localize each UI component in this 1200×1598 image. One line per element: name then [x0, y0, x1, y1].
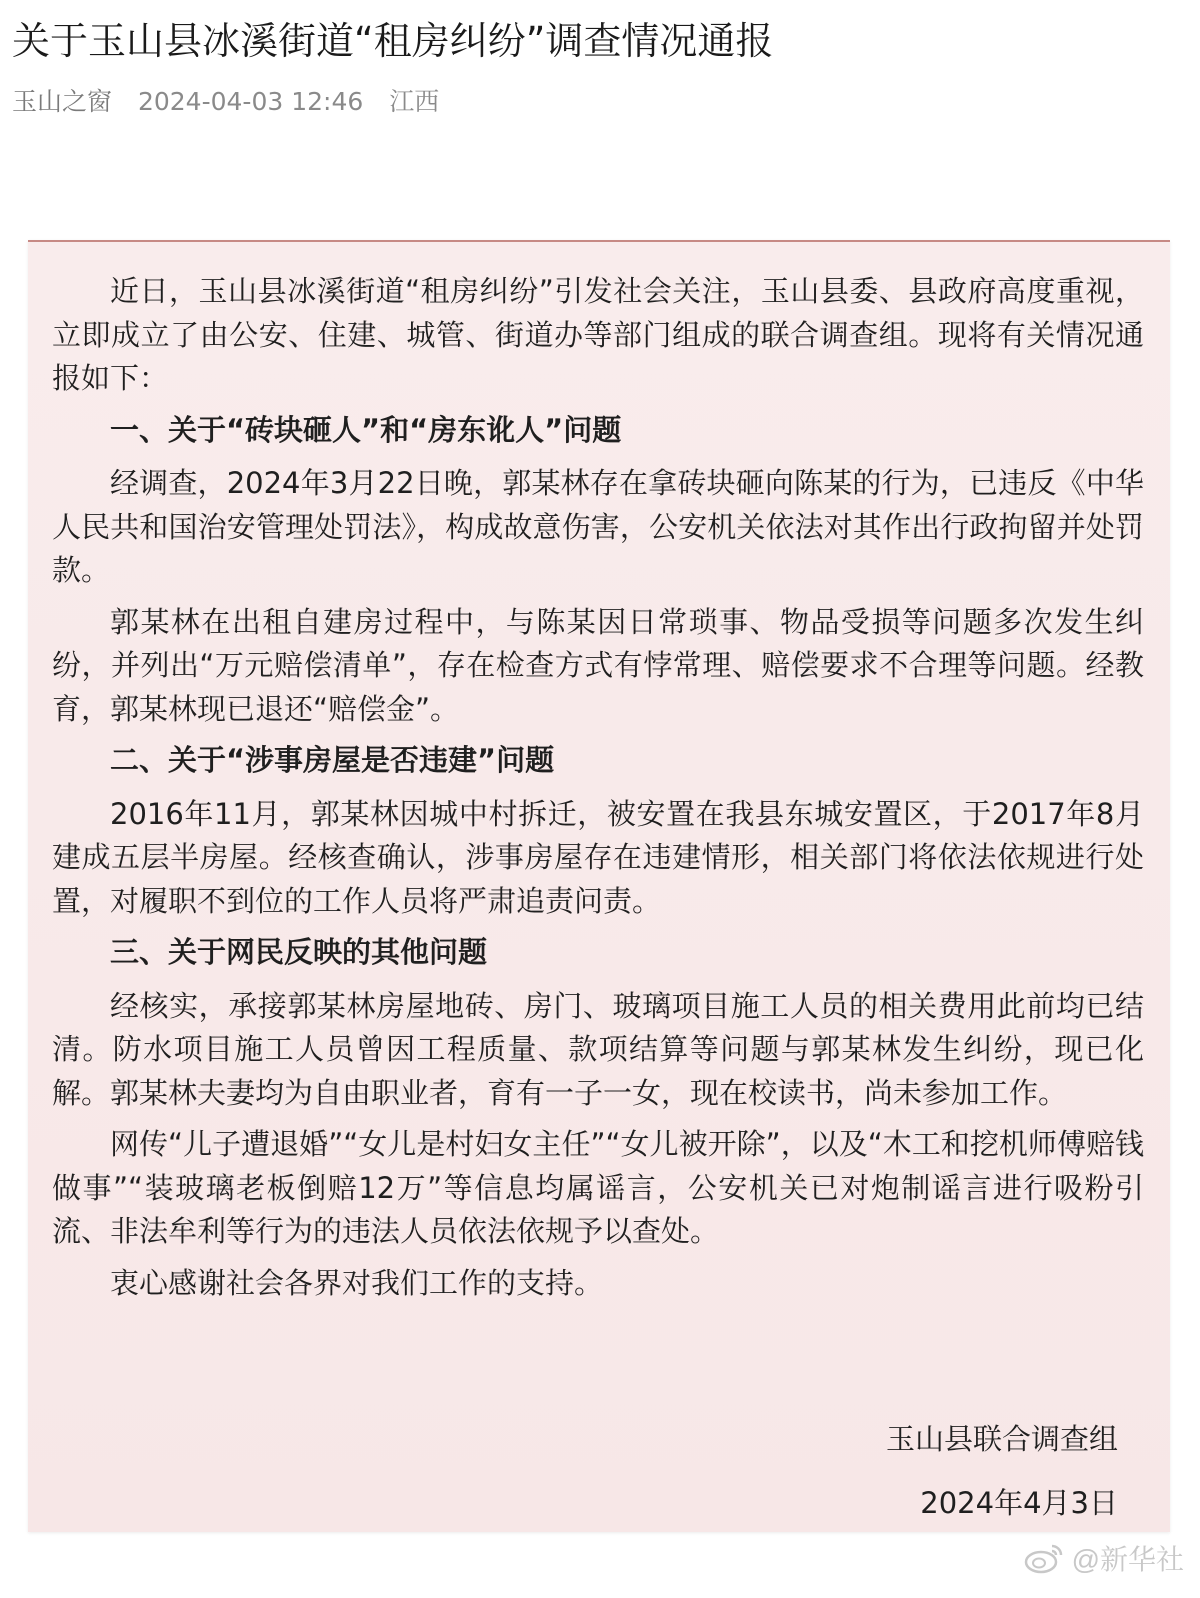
watermark-text: @新华社	[1071, 1544, 1184, 1575]
section-heading-3: 三、关于网民反映的其他问题	[110, 935, 488, 969]
notice-signature-block	[886, 1418, 1118, 1525]
section-3-paragraph-1: 经核实，承接郭某林房屋地砖、房门、玻璃项目施工人员的相关费用此前均已结清。防水项目施工人员曾因工程质量、款项结算等问题与郭某林发生纠纷，现已化解。郭某林夫妻均为自由职业者，育有一子一女，现在校读书，尚未参加工作。	[52, 988, 1144, 1110]
section-3-paragraph-2: 网传“儿子遭退婚”“女儿是村妇女主任”“女儿被开除”，以及“木工和挖机师傅赔钱做事”“装玻璃老板倒赔12万”等信息均属谣言，公安机关已对炮制谣言进行吸粉引流、非法牟利等行为的违法人员依法依规予以查处。	[52, 1127, 1144, 1248]
section-2-paragraph-1: 2016年11月，郭某林因城中村拆迁，被安置在我县东城安置区，于2017年8月建成五层半房屋。经核查确认，涉事房屋存在违建情形，相关部门将依法依规进行处置，对履职不到位的工作人员将严肃追责问责。	[52, 796, 1144, 918]
notice-body	[52, 270, 1144, 1313]
weibo-icon	[1024, 1542, 1064, 1574]
article-meta	[12, 82, 457, 122]
section-heading-2: 二、关于“涉事房屋是否违建”问题	[110, 743, 555, 777]
notice-intro: 近日，玉山县冰溪街道“租房纠纷”引发社会关注，玉山县委、县政府高度重视，立即成立了由公安、住建、城管、街道办等部门组成的联合调查组。现将有关情况通报如下：	[52, 274, 1144, 395]
section-1-paragraph-2: 郭某林在出租自建房过程中，与陈某因日常琐事、物品受损等问题多次发生纠纷，并列出“万元赔偿清单”，存在检查方式有悖常理、赔偿要求不合理等问题。经教育，郭某林现已退还“赔偿金”。	[52, 604, 1144, 726]
watermark	[1024, 1538, 1184, 1578]
article-title: 关于玉山县冰溪街道“租房纠纷”调查情况通报	[12, 19, 774, 63]
notice-date: 2024年4月3日	[920, 1485, 1118, 1520]
signature: 玉山县联合调查组	[885, 1422, 1118, 1456]
thanks-line: 衷心感谢社会各界对我们工作的支持。	[110, 1265, 604, 1300]
notice-image	[28, 240, 1170, 1532]
section-heading-1: 一、关于“砖块砸人”和“房东讹人”问题	[110, 412, 622, 447]
account-name-link[interactable]: 玉山之窗	[12, 87, 113, 116]
publish-location: 江西	[389, 87, 440, 116]
publish-timestamp: 2024-04-03 12:46	[137, 87, 364, 116]
section-1-paragraph-1: 经调查，2024年3月22日晚，郭某林存在拿砖块砸向陈某的行为，已违反《中华人民共和国治安管理处罚法》，构成故意伤害，公安机关依法对其作出行政拘留并处罚款。	[52, 466, 1144, 587]
